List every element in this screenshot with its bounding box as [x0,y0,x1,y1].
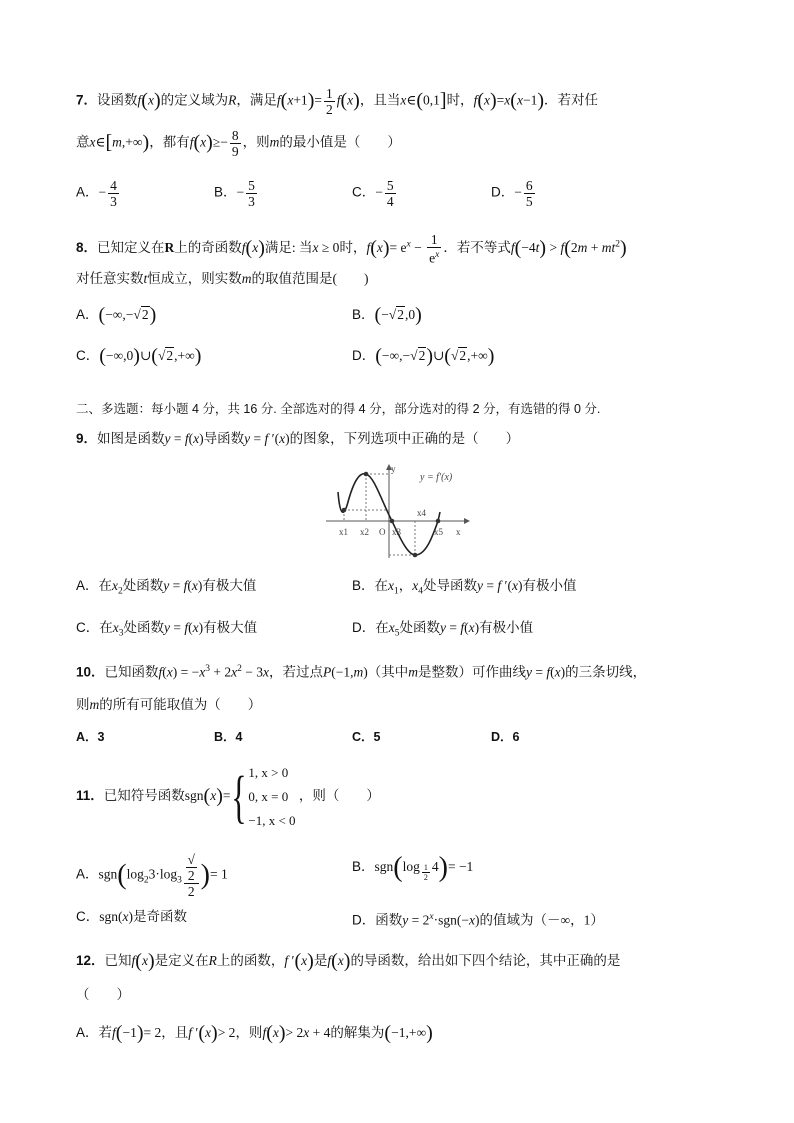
q9-option-d[interactable]: D．在$x_5$处函数y = f(x)有极小值 [352,620,534,639]
q7-option-b[interactable]: B．− $\frac{5}{3}$ [214,178,255,209]
q9-line1: 9．如图是函数y = f(x)导函数y = f ′(x)的图象，下列选项中正确的是（ ） [76,431,520,446]
q9-option-c[interactable]: C．在$x_3$处函数y = f(x)有极大值 [76,620,258,639]
q10-line1: 10．已知函数$f(x) = -x^3 + 2x^2 - 3x$，若过点P(−1,m)（其中m是整数）可作曲线y = f(x)的三条切线， [76,664,647,680]
q11-line1: 11．已知符号函数sgn(x)={ 1, x > 0 0, x = 0 −1, x < 0 ，则（ ） [76,760,380,833]
svg-text:O: O [379,527,386,537]
q12-option-a[interactable]: A．若f(−1)= 2，且f ′(x)> 2，则f(x)> 2x + 4的解集为(−1,+∞) [76,1022,433,1044]
fraction: $\frac{8}{9}$ [231,128,239,159]
q12-line1: 12．已知f(x)是定义在R上的函数，f ′(x)是f(x)的导函数，给出如下四个结论，其中正确的是 [76,950,621,972]
q7-line1: 7．设函数f(x)的定义域为R，满足f(x+1)= $\frac{1}{2}$ f(x)，且当x∈(0,1]时，f(x)=x(x−1)．若对任 [76,86,599,117]
q10-option-c[interactable]: C．5 [352,730,381,744]
section-heading: 二、多选题：每小题 4 分，共 16 分. 全部选对的得 4 分，部分选对的得 2 分，有选错的得 0 分. [76,402,601,416]
svg-text:x4: x4 [417,508,426,518]
fraction: $\frac{1}{2}$ [325,86,333,117]
q11-option-d[interactable]: D．函数$y = 2^x\cdot sgn(-x)$的值域为（－∞，1） [352,912,604,928]
svg-text:x2: x2 [360,527,369,537]
q8-option-b[interactable]: B．(−√2,0) [352,304,422,326]
svg-text:y: y [391,464,396,474]
q7-number: 7． [76,92,98,108]
derivative-graph [322,462,472,558]
q11-option-b[interactable]: B．sgn(log $_{\frac{1}{2}}$ 4)= −1 [352,852,474,883]
q11-option-a[interactable]: A．$sgn(\log_23\cdot\log_3$ √ 2 2 )= 1 [76,852,228,899]
q12-line2: （ ） [76,987,130,1002]
q7-option-d[interactable]: D．− $\frac{6}{5}$ [491,178,533,209]
q10-option-a[interactable]: A．3 [76,730,105,744]
q10-line2: 则m的所有可能取值为（ ） [76,697,262,712]
q10-option-d[interactable]: D．6 [491,730,520,744]
q8-option-d[interactable]: D．(−∞,−√2)∪(√2,+∞) [352,345,495,367]
q8-line2: 对任意实数t恒成立，则实数m的取值范围是( ) [76,271,369,286]
q9-option-a[interactable]: A．在$x_2$处函数y = f(x)有极大值 [76,578,257,597]
q10-option-b[interactable]: B．4 [214,730,243,744]
svg-text:x: x [456,527,461,537]
q11-option-c[interactable]: C．sgn(x)是奇函数 [76,909,187,924]
q7-option-c[interactable]: C．− $\frac{5}{4}$ [352,178,394,209]
q7-line2: 意x∈[m,+∞)，都有f(x)≥− $\frac{8}{9}$ ，则m的最小值是（ ） [76,128,401,159]
q9-option-b[interactable]: B．在$x_1$，$x_4$处导函数y = f ′(x)有极小值 [352,578,577,597]
svg-text:y = f′(x): y = f′(x) [420,472,453,483]
q8-option-c[interactable]: C．(−∞,0)∪(√2,+∞) [76,345,202,367]
piecewise-cases: 1, x > 0 0, x = 0 −1, x < 0 [248,764,296,828]
q7-option-a[interactable]: A．− $\frac{4}{3}$ [76,178,117,209]
q8-option-a[interactable]: A．(−∞,−√2) [76,304,157,326]
svg-text:x3: x3 [392,527,401,537]
q8-line1: 8．已知定义在R上的奇函数f(x)满足: 当x ≥ 0时，$f(x)= e^x$ − $\frac{1}{e^x}$ ．若不等式$f(-4t) > f(2m + mt^2)$ [76,232,627,266]
svg-text:x1: x1 [339,527,348,537]
svg-text:x5: x5 [434,527,443,537]
